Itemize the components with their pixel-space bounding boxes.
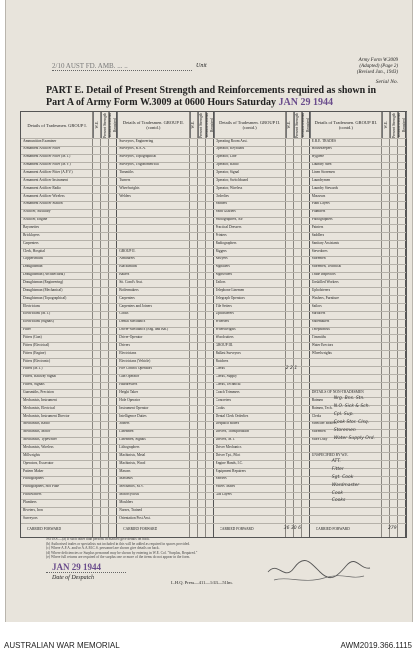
- trade-name: Orderlies: [215, 193, 229, 198]
- row-rule: [21, 350, 406, 351]
- handwritten-entry: Fitter: [331, 467, 344, 472]
- trade-name: Fitters, Railway Signal: [23, 374, 57, 379]
- row-rule: [21, 327, 406, 328]
- trade-name: Mechanists, Instrument: [23, 397, 57, 402]
- trade-name: Sailors: [311, 303, 322, 308]
- column-rule: [389, 112, 390, 537]
- trade-name: Photographers: [23, 476, 44, 481]
- trade-name: Linen Storemen: [311, 169, 335, 174]
- trade-name: Draughtsman (Topographical): [23, 295, 67, 300]
- footnotes: [46, 537, 396, 560]
- trade-name: Drivers, Transportation: [215, 429, 250, 434]
- handwritten-entry: Nrg. Bns. Stn.: [333, 396, 365, 402]
- trade-name: Armament Artificer Station: [23, 201, 63, 206]
- trade-name: Telephone Linemen: [215, 287, 245, 292]
- trade-name: Armament Artificer Fitter: [23, 146, 61, 151]
- column-subheader-text: Reinforcements Required: [204, 112, 214, 138]
- footnote: (d) Where deficiencies or Surplus personnel may be shown by entering in W.E. Col. "Surplus, Required.": [46, 550, 198, 555]
- row-rule: [21, 279, 406, 280]
- trade-name: Armament Artificer Fitter (A.F.V.): [23, 169, 73, 174]
- trade-name: Plumbers: [23, 499, 37, 504]
- row-rule: [21, 201, 406, 202]
- trade-name: Operators, Excavator: [23, 460, 54, 465]
- trade-name: Bakers: [119, 272, 130, 277]
- trade-name: Dental Mechanics: [119, 319, 146, 324]
- column-rule: [381, 112, 382, 537]
- trade-name: Equipment Repairers: [215, 468, 246, 473]
- trade-name: Printers: [215, 232, 227, 237]
- trade-name: Plumbers: [311, 209, 326, 214]
- trade-name: Wheelwrights: [311, 350, 332, 355]
- column-header: Details of Tradesmen. GROUP III. (contd.): [310, 112, 383, 139]
- column-subheader-text: W.E.: [383, 121, 388, 129]
- row-rule: [21, 366, 406, 367]
- trade-name: Surveyors: [23, 515, 38, 520]
- trade-name: Photowriters: [23, 492, 42, 497]
- trade-name: Operator, Line: [215, 154, 237, 159]
- footnote: NOTES.—(a) If such other than persons in marked give details on back.: [46, 537, 150, 541]
- footnote: (e) Where full returns are required of the surplus one or more of the items do not appear in the form.: [46, 555, 191, 560]
- footnote: (b) Authorised trades or specialists not included in this will be added as required in spaces provided.: [46, 541, 191, 546]
- column-header: Details of Tradesmen. GROUP I.: [21, 112, 94, 139]
- trade-name: Draughtsman: [23, 264, 43, 269]
- form-header-line: (Adapted) (Page 2): [359, 64, 398, 69]
- column-rule: [301, 112, 302, 537]
- trade-name: Lithographers: [119, 444, 140, 449]
- row-rule: [21, 342, 406, 343]
- row-rule: [21, 460, 406, 461]
- trade-name: Laundry Stewards: [311, 185, 338, 190]
- trade-name: Stevedores: [311, 248, 328, 253]
- trade-name: Drivers, M.T.: [215, 437, 235, 442]
- trade-name: Armament Artificer Fitter (M.T.): [23, 154, 71, 159]
- trade-name: Artificer, Auxiliary: [23, 209, 51, 214]
- trade-name: Electricians (Signals): [23, 319, 54, 324]
- row-rule: [21, 468, 406, 469]
- trade-name: Masons: [119, 468, 131, 473]
- trade-name: Armament Artificer Radio: [23, 185, 61, 190]
- column-subheader-text: W.E.: [287, 121, 292, 129]
- row-rule: [21, 224, 406, 225]
- trade-name: Motorcyclists: [119, 492, 140, 497]
- archive-footer: [0, 640, 416, 653]
- column-rule: [100, 112, 101, 537]
- column-header: Details of Tradesmen. GROUP II. (contd.): [117, 112, 190, 139]
- trade-name: Driver Tpt., Pilot: [215, 452, 241, 457]
- trade-name: Armourers: [119, 256, 135, 261]
- row-rule: [21, 374, 406, 375]
- trade-name: Height Taker: [119, 389, 138, 394]
- despatch-date-stamp: JAN 29 1944: [52, 562, 101, 572]
- row-rule: [21, 507, 406, 508]
- trade-name: Carpenters and Joiners: [119, 303, 152, 308]
- trade-name: Plant Layers: [311, 201, 330, 206]
- trade-name: Driver-Operator: [119, 334, 143, 339]
- trade-name: Mechanists, Electrical: [23, 405, 55, 410]
- trade-name: Nurses, Trained: [119, 507, 143, 512]
- row-rule: [21, 319, 406, 320]
- archive-id: AWM2019.366.1115: [340, 641, 412, 650]
- trade-name: Tinsmiths: [119, 169, 134, 174]
- row-rule: [21, 248, 406, 249]
- row-rule: [21, 154, 406, 155]
- trade-name: Fitters' Mates: [215, 484, 236, 489]
- column-subheader-text: Present Strength: [295, 112, 300, 138]
- trade-name: Operator, Wireless: [215, 185, 243, 190]
- handwritten-total: 36 30 6: [283, 526, 301, 531]
- row-rule: [21, 499, 406, 500]
- trade-name: Farriers: [215, 476, 227, 481]
- row-rule: [21, 492, 406, 493]
- trade-name: Machinists, Metal: [119, 452, 146, 457]
- signature-scribble: [264, 558, 374, 586]
- trade-name: Surveyors, R.A.A.: [119, 146, 146, 151]
- trade-name: Wheelwrights: [215, 327, 236, 332]
- trade-name: Fitters (Electrical): [23, 342, 50, 347]
- trade-name: Instrument Operator: [119, 405, 149, 410]
- trade-name: Surfacers: [311, 311, 326, 316]
- row-rule: [21, 311, 406, 312]
- trade-name: Telephonists: [311, 327, 330, 332]
- trade-name: Linesmen, Signals: [119, 437, 146, 442]
- trade-name: Clerks: [215, 366, 225, 371]
- trade-name: Armament Artificer Instrument: [23, 177, 68, 182]
- column-rule: [405, 112, 406, 537]
- despatch-label: Date of Despatch: [52, 575, 94, 581]
- column-rule: [197, 112, 198, 537]
- trade-name: Operator, Signal: [215, 169, 240, 174]
- trade-name: Mechanists, Motor: [23, 429, 51, 434]
- row-rule: [21, 452, 406, 453]
- trade-name: Storemen: [311, 429, 326, 434]
- column-rule: [205, 112, 206, 537]
- trade-name: Sawyers: [215, 256, 228, 261]
- trade-name: Machinists, Wood: [119, 460, 146, 465]
- trade-name: Batmen, Tech.: [311, 405, 333, 410]
- handwritten-counts: 2 2 1: [285, 365, 298, 371]
- column-subheader-text: W.E.: [94, 121, 99, 129]
- trade-name: Telegraph Operators: [215, 295, 245, 300]
- trade-name: Water Erectors: [311, 342, 334, 347]
- trade-name: Electricians: [23, 303, 40, 308]
- trade-name: Mechanists, Radio: [23, 421, 50, 426]
- trade-name: Turners: [119, 177, 131, 182]
- trade-name: Armament Artificer Wireless: [23, 193, 65, 198]
- unit-label: Unit: [196, 63, 207, 69]
- trade-name: Coppersmiths: [23, 256, 43, 261]
- trade-name: Sanitary Assistants: [311, 240, 340, 245]
- unit-value: 2/10 AUST FD. AMB. ... ..: [52, 62, 192, 71]
- trade-name: Despatch Riders: [215, 421, 240, 426]
- trade-name: Surveyors, Trigonometrical: [119, 162, 159, 167]
- part-title: [46, 85, 396, 109]
- column-rule: [397, 112, 398, 537]
- trade-name: Sit. Cond's Asst.: [119, 279, 143, 284]
- trade-name: Draughtsman (Architectural): [23, 272, 65, 277]
- handwritten-entry: N.O. Sick & Sch.: [333, 404, 370, 410]
- row-rule: [21, 382, 406, 383]
- row-rule: [21, 523, 406, 524]
- trade-name: Electricians: [119, 350, 137, 355]
- trade-name: Orientation Post Asst.: [119, 515, 151, 520]
- despatch-line: [46, 572, 126, 573]
- trade-name: Boilermakers: [119, 287, 139, 292]
- trade-name: Fitters (M.T.): [23, 366, 43, 371]
- trade-name: Shoemakers: [311, 319, 330, 324]
- carried-forward-label: CARRIED FORWARD: [123, 527, 158, 531]
- trade-name: Storemen, Technical: [311, 264, 342, 269]
- archive-name: AUSTRALIAN WAR MEMORIAL: [4, 641, 120, 650]
- form-page: [5, 0, 413, 622]
- trade-name: Cooks: [119, 311, 129, 316]
- trade-name: Signwriters: [215, 272, 233, 277]
- row-rule: [21, 444, 406, 445]
- column-subheader-text: Reinforcements Required: [397, 112, 406, 138]
- trade-name: Signallers: [215, 264, 230, 269]
- trade-name: Concreters: [215, 397, 232, 402]
- column-rule: [92, 112, 93, 537]
- trade-name: Armament Artificer Fitter (M.V.): [23, 162, 71, 167]
- handwritten-entry: Wardmaster: [331, 482, 360, 488]
- row-rule: [21, 256, 406, 257]
- row-rule: [21, 295, 406, 296]
- trade-name: Masseurs: [119, 476, 133, 481]
- trade-name: Operator, Switchboard: [215, 177, 249, 182]
- trade-name: Tile Setters: [215, 303, 232, 308]
- trade-name: Clerks: [311, 413, 322, 418]
- trade-name: Riggers: [215, 248, 227, 253]
- row-rule: [21, 515, 406, 516]
- trade-name: Laundrymen: [311, 177, 331, 182]
- trade-name: Painters: [311, 224, 324, 229]
- trade-name: Wheelwrights: [119, 185, 140, 190]
- row-rule: [21, 272, 406, 273]
- trade-name: Ammunition Examiner: [23, 138, 57, 143]
- handwritten-entry: Cook Stor. Clsq.: [333, 419, 370, 425]
- trade-name: Surveyors, Topographical: [119, 154, 157, 159]
- trade-name: Operator, Keyboard: [215, 146, 245, 151]
- trade-name: Paint Glaziers: [215, 209, 236, 214]
- trade-name: Photographers, Air: [215, 217, 243, 222]
- column-rule: [116, 112, 117, 537]
- trade-name: Butchers: [215, 358, 229, 363]
- row-rule: [21, 138, 406, 139]
- trade-name: Hygiene: [311, 154, 324, 159]
- trade-name: Washers, Furniture: [311, 295, 340, 300]
- date-stamp: JAN 29 1944: [278, 97, 333, 108]
- trade-name: Driver Mechanics: [215, 444, 242, 449]
- trade-name: Photographers, Hot Plate: [23, 484, 60, 489]
- trade-name: Electricians (M.T.): [23, 311, 51, 316]
- trade-name: Upholsterers: [215, 311, 234, 316]
- handwritten-entry: Cook: [331, 490, 344, 496]
- row-rule: [21, 264, 406, 265]
- trade-name: Intelligence Duties: [119, 413, 147, 418]
- trade-name: UNSPECIFIED BY W.E.: [311, 452, 349, 457]
- row-rule: [21, 358, 406, 359]
- trade-name: GROUP III.: [215, 342, 233, 347]
- column-rule: [293, 112, 294, 537]
- column-subheader-text: Present Strength: [391, 112, 396, 138]
- column-rule: [213, 112, 214, 537]
- row-rule: [21, 334, 406, 335]
- trade-name: Woodcutters: [215, 334, 234, 339]
- trade-name: Linesmen: [119, 429, 134, 434]
- row-rule: [21, 177, 406, 178]
- trade-name: Batmen: [311, 397, 323, 402]
- row-rule: [21, 146, 406, 147]
- trade-name: Cooks: [215, 405, 225, 410]
- trade-name: Gun Operator: [119, 374, 140, 379]
- column-header: Details of Tradesmen. GROUP II. (contd.): [214, 112, 287, 139]
- carried-forward-label: CARRIED FORWARD: [27, 527, 62, 531]
- trade-name: Riveters, Iron: [23, 507, 43, 512]
- trade-name: Dental Clerk Orderlies: [215, 413, 249, 418]
- trade-name: Artificer, Engine: [23, 217, 48, 222]
- trade-name: Masseurs: [311, 193, 326, 198]
- form-header-line: (Revised Jan., 1943): [356, 70, 398, 75]
- trade-name: Blacksmiths: [119, 264, 138, 269]
- trade-name: Fitters (Engine): [23, 350, 46, 355]
- trade-name: Fitters (Gun): [23, 334, 42, 339]
- part-title-text: PART E. Detail of Present Strength and Reinforcements required as shown in Part A of Army Form W.3009 at 0600 Hours Saturday: [46, 85, 377, 108]
- trade-name: Fitters (Electronic): [23, 358, 51, 363]
- column-rule: [108, 112, 109, 537]
- trade-name: Operating Room Asst.: [215, 138, 248, 143]
- column-subheader-text: Present Strength: [102, 112, 107, 138]
- trade-name: Fire Control Operators: [119, 366, 152, 371]
- row-rule: [21, 209, 406, 210]
- trade-name: Welders: [119, 193, 131, 198]
- column-subheader-text: W.E.: [191, 121, 195, 129]
- column-subheader-text: Reinforcements Required: [300, 112, 310, 138]
- trade-name: Clerks, Supply: [215, 374, 237, 379]
- column-rule: [189, 112, 190, 537]
- trade-name: Unskilled Workers: [311, 279, 339, 284]
- column-rule: [309, 112, 310, 537]
- column-subheader-text: Present Strength: [199, 112, 203, 138]
- trade-name: Joiners: [119, 421, 130, 426]
- row-rule: [21, 240, 406, 241]
- trade-name: Operator, Radio: [215, 162, 239, 167]
- handwritten-entry: Sgt. Cook: [331, 474, 354, 480]
- trade-name: Engine Hands, I.C.: [215, 460, 243, 465]
- trade-name: Bayonettes: [23, 224, 39, 229]
- signature: [264, 558, 374, 591]
- trade-name: Ballast Surveyors: [215, 350, 241, 355]
- row-rule: [21, 169, 406, 170]
- row-rule: [21, 217, 406, 218]
- row-rule: [21, 303, 406, 304]
- row-rule: [21, 162, 406, 163]
- printer-imprint: L.H.Q. Press—411—1/43—51lm.: [171, 580, 233, 585]
- trade-name: Housekeepers: [311, 146, 332, 151]
- trade-name: Coach Trimmers: [215, 389, 240, 394]
- trade-name: Gunsmiths, Precision: [23, 389, 54, 394]
- trade-name: Storemen: [311, 256, 326, 261]
- trade-name: Trade Inspectors: [311, 272, 336, 277]
- trade-name: Hairdressers: [119, 382, 138, 387]
- trade-name: Practical Dressers: [215, 224, 242, 229]
- strength-table: [20, 111, 407, 538]
- trade-name: Carpenters: [23, 240, 39, 245]
- handwritten-entry: Storemen: [333, 427, 356, 433]
- trade-name: Gas Layers: [215, 492, 232, 497]
- trade-name: Store Duty: [311, 437, 328, 442]
- trade-name: Wheelers: [215, 319, 230, 324]
- row-rule: [21, 193, 406, 194]
- trade-name: Drivers: [119, 342, 131, 347]
- trade-name: Mechanists, Instrument Director: [23, 413, 70, 418]
- carried-forward-label: CARRIED FORWARD: [315, 527, 350, 531]
- trade-name: Stretcher Bearers: [311, 421, 337, 426]
- handwritten-entry: Cpl. Sup.: [333, 412, 354, 417]
- trade-name: Radiographers: [215, 240, 237, 245]
- row-rule: [21, 185, 406, 186]
- handwritten-entry: Cooks: [331, 498, 346, 504]
- row-rule: [21, 389, 406, 390]
- trade-name: Clerks, Technical: [215, 382, 241, 387]
- trade-name: Fitters, Signals: [23, 382, 45, 387]
- handwritten-entry: ATT.: [331, 459, 341, 465]
- serial-label: Serial No.: [375, 79, 398, 85]
- trade-name: Saddlers: [311, 232, 325, 237]
- trade-name: Tinsmiths: [311, 334, 327, 339]
- trade-name: Electricians (Vehicle): [119, 358, 151, 363]
- column-subheader-text: Reinforcements Required: [108, 112, 118, 138]
- trade-name: Driver-Mechanics (Eng. and Bat.): [119, 327, 169, 332]
- trade-name: Draughtsman (Engineering): [23, 279, 64, 284]
- trade-name: Mechanists, Wireless: [23, 444, 54, 449]
- trade-name: Carpenters: [119, 295, 135, 300]
- trade-name: Tailors: [215, 279, 226, 284]
- trade-name: Bricklayers: [23, 232, 40, 237]
- handwritten-total: 279: [388, 526, 397, 531]
- column-rule: [285, 112, 286, 537]
- trade-name: Pattern Maker: [23, 468, 44, 473]
- trade-name: Upholsterers: [311, 287, 331, 292]
- trade-name: Draughtsman (Mechanical): [23, 287, 63, 292]
- form-header-line: Army Form W.3009: [358, 58, 398, 63]
- trade-name: E.R.E. TRADES: [311, 138, 337, 143]
- footnote: (c) Where A.F.A. and/or A.A.M.C.S. personnel are shown give details on back.: [46, 546, 160, 551]
- trade-name: Clerk, Hospital: [23, 248, 45, 253]
- trade-name: GROUP II.: [119, 248, 136, 253]
- trade-name: Moulders: [119, 499, 134, 504]
- trade-name: Hole Operator: [119, 397, 140, 402]
- trade-name: Photographers: [311, 217, 333, 222]
- trade-name: DETAILS OF NON-TRADESMEN: [311, 389, 364, 394]
- trade-name: Millwrights: [23, 452, 40, 457]
- row-rule: [21, 287, 406, 288]
- trade-name: Painters: [215, 201, 228, 206]
- trade-name: Mechanics, M.V.: [119, 484, 144, 489]
- handwritten-entry: Water Supply Ord.: [333, 435, 375, 441]
- carried-forward-label: CARRIED FORWARD: [219, 527, 254, 531]
- trade-name: Mechanists, Typewriter: [23, 437, 57, 442]
- form-header: [357, 58, 398, 76]
- trade-name: Fitter: [23, 327, 31, 332]
- trade-name: Surveyors, Engineering: [119, 138, 154, 143]
- trade-name: Laundry Men: [311, 162, 332, 167]
- row-rule: [21, 232, 406, 233]
